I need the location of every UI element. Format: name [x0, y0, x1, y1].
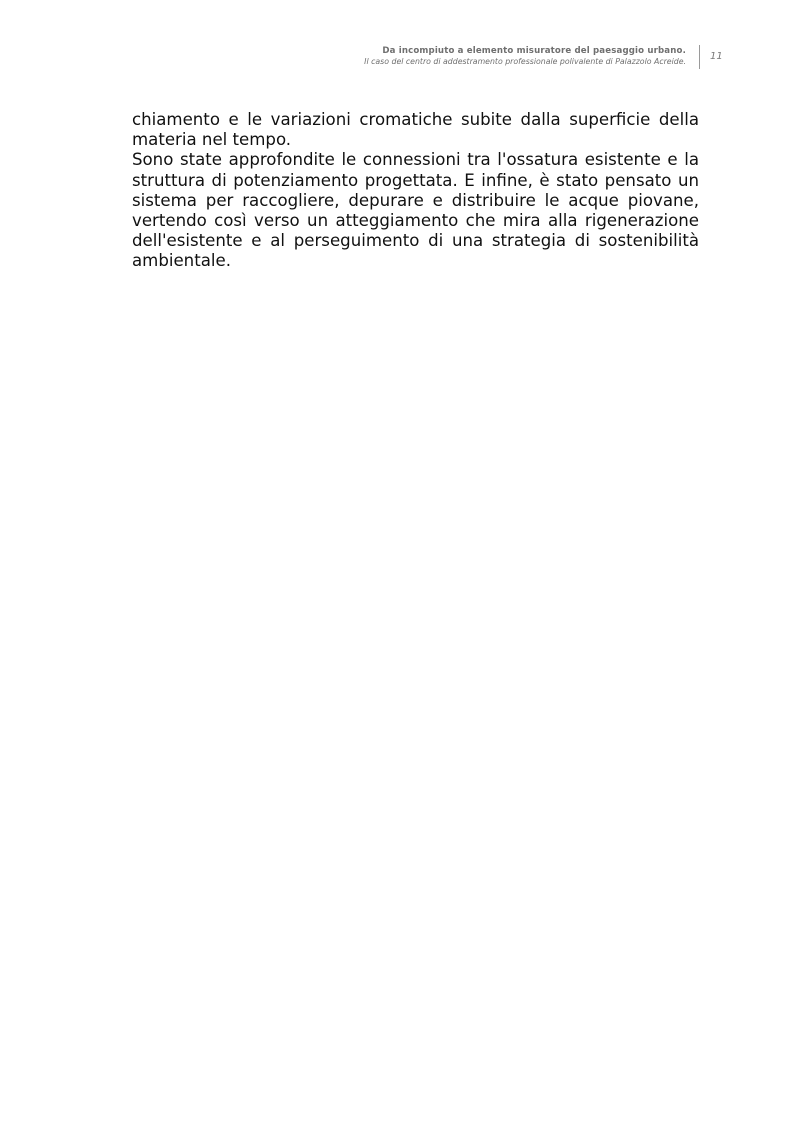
- header-subtitle: Il caso del centro di addestramento professionale polivalente di Palazzolo Acreide.: [364, 57, 686, 66]
- header-divider: [699, 45, 700, 69]
- running-header: [266, 46, 686, 67]
- paragraph: Sono state approfondite le connessioni tra l'ossatura esistente e la struttura di potenziamento progettata. E infine, è stato pensato un sistema per raccogliere, depurare e distribuire le acque piovane, vertendo così verso un atteggiamento che mira alla rigenerazione dell'esistente e al perseguimento di una strategia di sostenibilità ambientale.: [132, 150, 699, 271]
- page-number: 11: [710, 51, 723, 62]
- body-text: [132, 110, 699, 272]
- header-title: Da incompiuto a elemento misuratore del paesaggio urbano.: [382, 46, 686, 56]
- paragraph: chiamento e le variazioni cromatiche subite dalla superficie della materia nel tempo.: [132, 110, 699, 150]
